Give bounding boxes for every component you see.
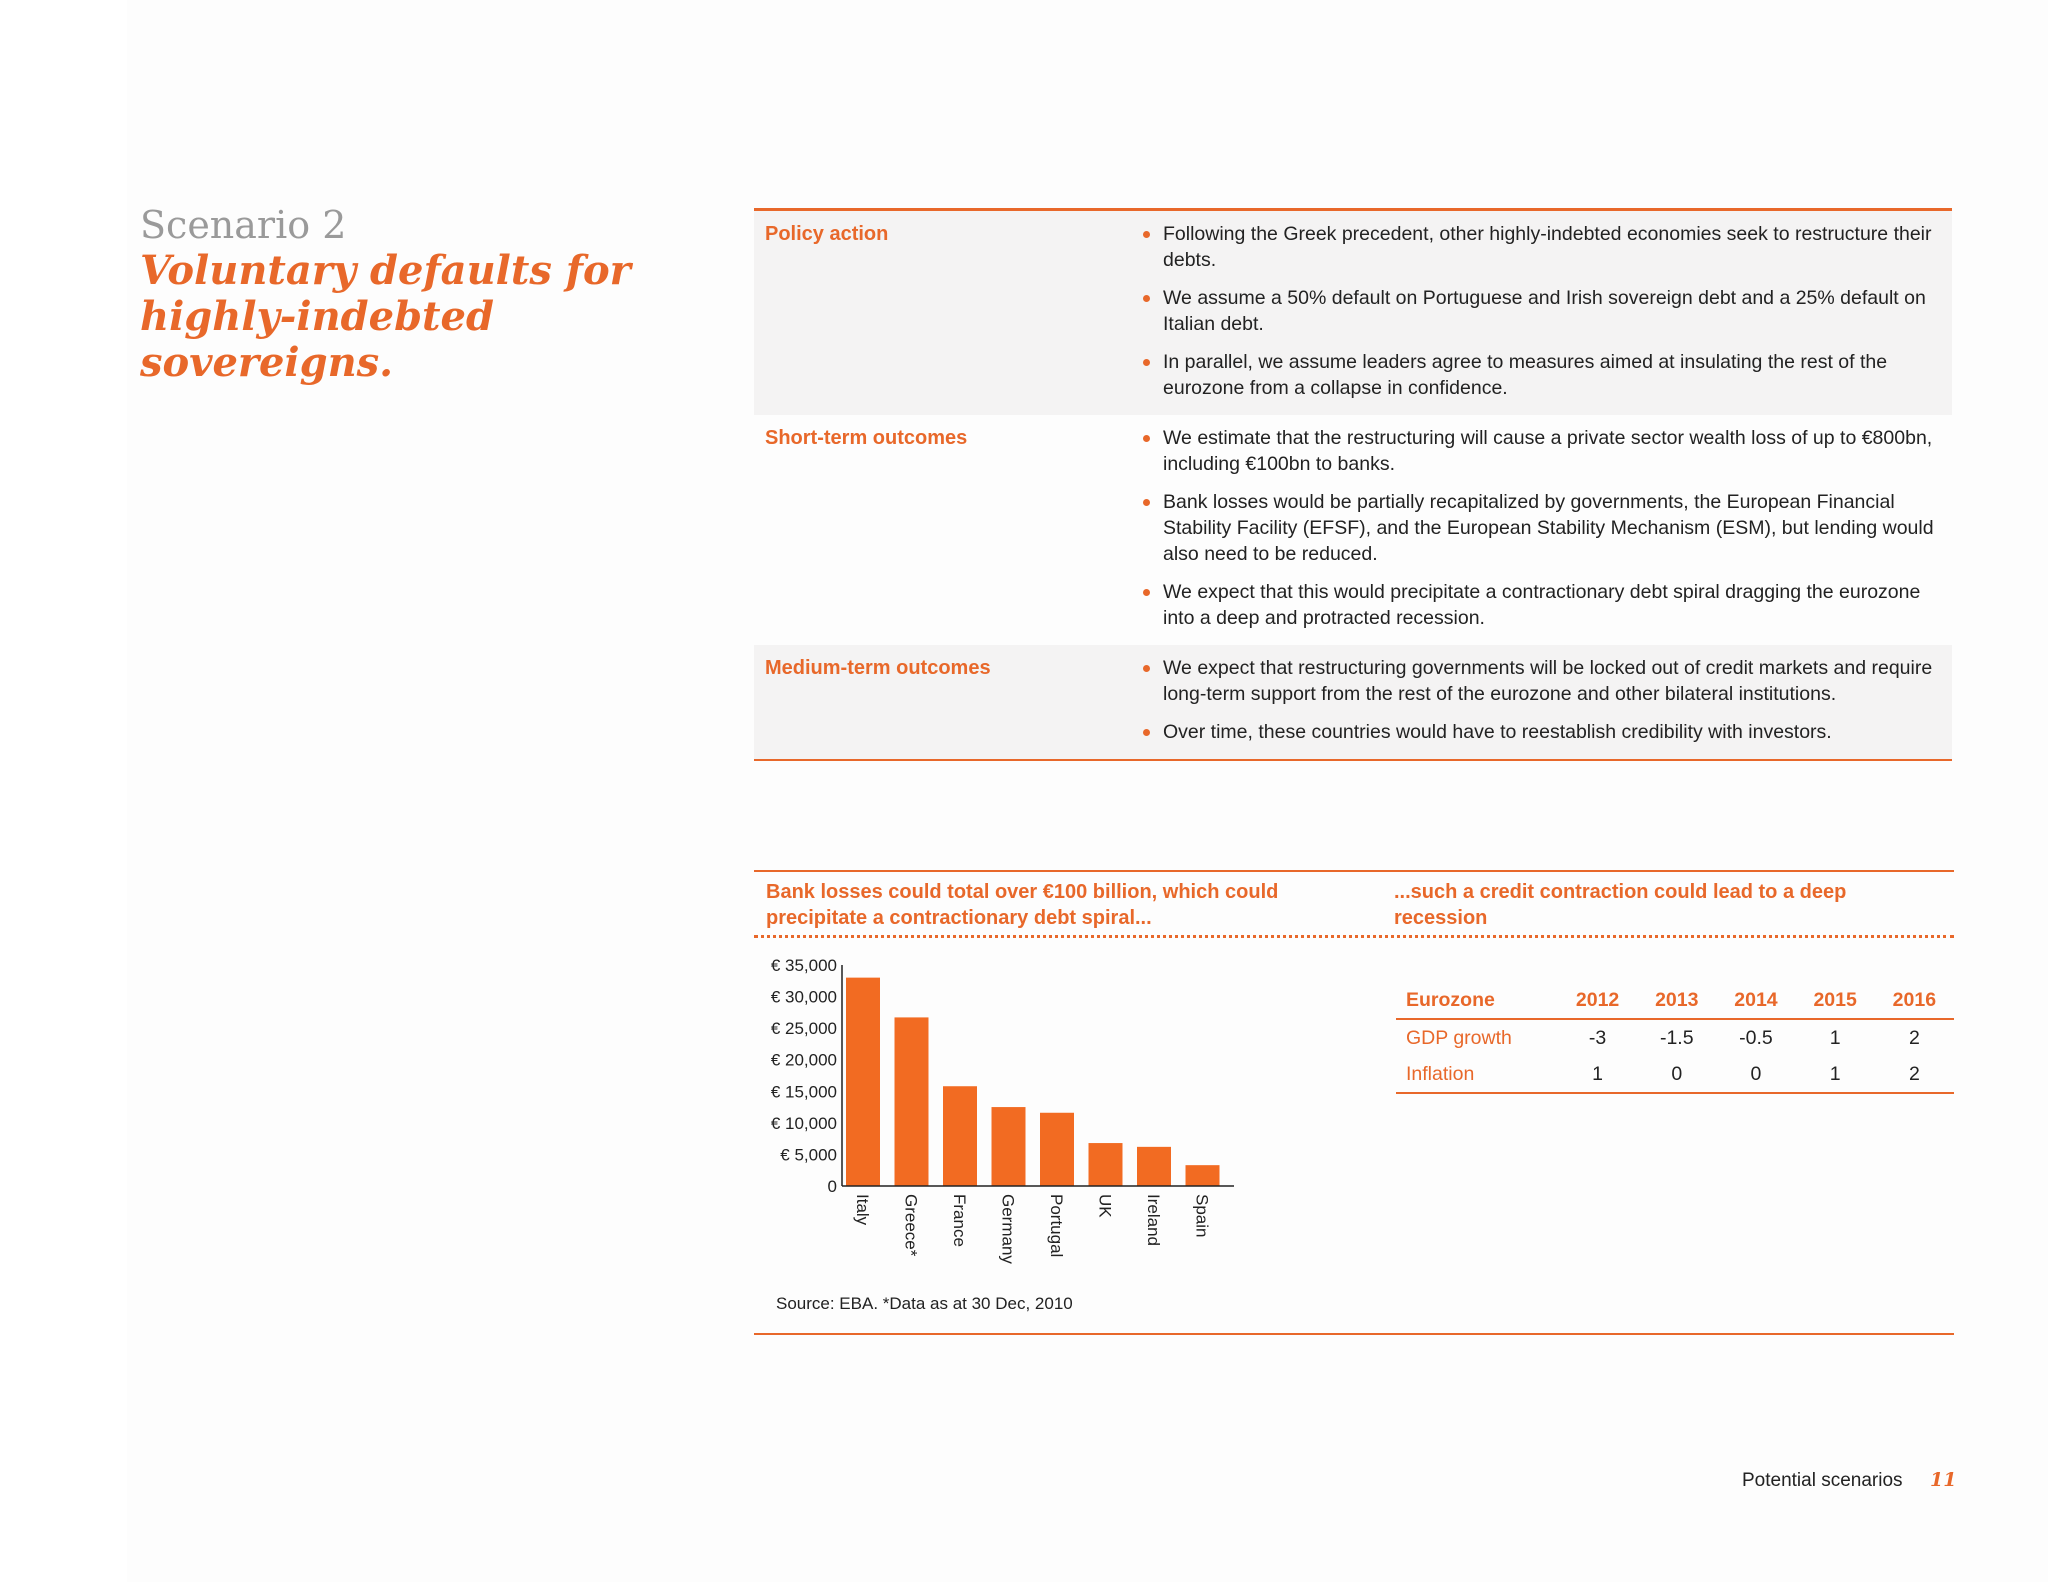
header-cell: Eurozone bbox=[1396, 982, 1558, 1019]
panel-top-rule bbox=[754, 870, 1954, 872]
policy-row-label: Policy action bbox=[765, 223, 889, 245]
bar-portugal bbox=[1040, 1113, 1074, 1186]
y-tick-label: 0 bbox=[827, 1177, 837, 1196]
header-cell: 2012 bbox=[1558, 982, 1637, 1019]
bullet-item: Following the Greek precedent, other highly-indebted economies seek to restructure their debts. bbox=[1139, 221, 1939, 273]
row-label: Inflation bbox=[1396, 1056, 1558, 1093]
scenario-label: Scenario 2 bbox=[140, 203, 347, 247]
x-tick-label: UK bbox=[1095, 1194, 1115, 1218]
panel-dotted-rule bbox=[754, 935, 1954, 938]
table-cell: 0 bbox=[1637, 1056, 1716, 1093]
y-tick-label: € 35,000 bbox=[770, 956, 837, 975]
header-cell: 2016 bbox=[1875, 982, 1954, 1019]
table-cell: 1 bbox=[1829, 1026, 1841, 1049]
bullet-item: Bank losses would be partially recapitalized by governments, the European Financial Stability Facility (EFSF), and the European Stability Mechanism (ESM), but lending would also need to be reduced. bbox=[1139, 489, 1939, 567]
table-cell: -3 bbox=[1588, 1026, 1607, 1049]
table-heading: ...such a credit contraction could lead to a deep recession bbox=[1394, 881, 1847, 929]
bar-spain bbox=[1186, 1165, 1220, 1186]
bank-losses-bar-chart bbox=[754, 950, 1254, 1280]
table-cell: 1 bbox=[1558, 1056, 1637, 1093]
bullet-item: We expect that restructuring governments will be locked out of credit markets and require long-term support from the rest of the eurozone and other bilateral institutions. bbox=[1139, 655, 1939, 707]
bar-uk bbox=[1089, 1143, 1123, 1186]
bullet-item: We assume a 50% default on Portuguese and Irish sovereign debt and a 25% default on Italian debt. bbox=[1139, 285, 1939, 337]
bar-germany bbox=[992, 1107, 1026, 1186]
y-tick-label: € 20,000 bbox=[770, 1050, 837, 1070]
table-cell: -0.5 bbox=[1739, 1026, 1773, 1049]
scenario-title: Voluntary defaults for highly-indebted sovereigns. bbox=[140, 247, 631, 386]
table-cell: 1 bbox=[1796, 1056, 1875, 1093]
table-cell: 0 bbox=[1716, 1056, 1795, 1093]
footer-section-label: Potential scenarios bbox=[1742, 1470, 1903, 1491]
bar-france bbox=[943, 1086, 977, 1186]
y-tick-label: € 10,000 bbox=[770, 1113, 837, 1133]
policy-row-label: Short-term outcomes bbox=[765, 427, 968, 449]
policy-row-short-term bbox=[754, 415, 1952, 645]
y-tick-label: € 25,000 bbox=[770, 1019, 837, 1039]
y-tick-label: € 5,000 bbox=[780, 1145, 837, 1165]
row-label: GDP growth bbox=[1406, 1026, 1512, 1049]
eurozone-table bbox=[1396, 982, 1954, 1094]
header-cell: 2015 bbox=[1796, 982, 1875, 1019]
bar-greece bbox=[895, 1017, 929, 1186]
page-number: 11 bbox=[1930, 1469, 1957, 1491]
policy-row-medium-term bbox=[754, 645, 1952, 759]
policy-row-items bbox=[1139, 425, 1939, 643]
chart-heading: Bank losses could total over €100 billion, which could precipitate a contractionary debt spiral... bbox=[766, 881, 1279, 929]
table-row bbox=[1396, 1019, 1954, 1056]
bullet-item: Over time, these countries would have to reestablish credibility with investors. bbox=[1139, 719, 1939, 745]
x-tick-label: France bbox=[950, 1194, 969, 1247]
x-tick-label: Portugal bbox=[1047, 1194, 1066, 1258]
bar-ireland bbox=[1137, 1147, 1171, 1186]
bullet-item: In parallel, we assume leaders agree to measures aimed at insulating the rest of the eurozone from a collapse in confidence. bbox=[1139, 349, 1939, 401]
x-tick-label: Germany bbox=[998, 1194, 1018, 1264]
y-tick-label: € 30,000 bbox=[770, 987, 837, 1007]
panel-bottom-rule bbox=[754, 1333, 1954, 1335]
table-row bbox=[1396, 1056, 1954, 1093]
bullet-item: We expect that this would precipitate a contractionary debt spiral dragging the eurozone into a deep and protracted recession. bbox=[1139, 579, 1939, 631]
x-tick-label: Italy bbox=[853, 1194, 872, 1226]
bullet-item: We estimate that the restructuring will cause a private sector wealth loss of up to €800bn, including €100bn to banks. bbox=[1139, 425, 1939, 477]
table-cell: -1.5 bbox=[1659, 1026, 1694, 1049]
x-tick-label: Spain bbox=[1192, 1194, 1212, 1238]
y-tick-label: € 15,000 bbox=[770, 1082, 837, 1102]
policy-table bbox=[754, 208, 1952, 761]
eurozone-table-header bbox=[1396, 982, 1954, 1019]
policy-row-items bbox=[1139, 655, 1939, 757]
table-cell: 2 bbox=[1875, 1056, 1954, 1093]
x-tick-label: Ireland bbox=[1144, 1194, 1163, 1246]
header-cell: 2013 bbox=[1637, 982, 1716, 1019]
header-cell: 2014 bbox=[1716, 982, 1795, 1019]
policy-row-items bbox=[1139, 221, 1939, 413]
bar-italy bbox=[846, 978, 880, 1186]
source-note: Source: EBA. *Data as at 30 Dec, 2010 bbox=[776, 1294, 1073, 1313]
policy-row-label: Medium-term outcomes bbox=[765, 657, 991, 679]
table-cell: 2 bbox=[1908, 1026, 1920, 1049]
policy-row-policy-action bbox=[754, 211, 1952, 415]
left-margin-band bbox=[0, 0, 127, 1582]
x-tick-label: Greece* bbox=[901, 1194, 921, 1257]
